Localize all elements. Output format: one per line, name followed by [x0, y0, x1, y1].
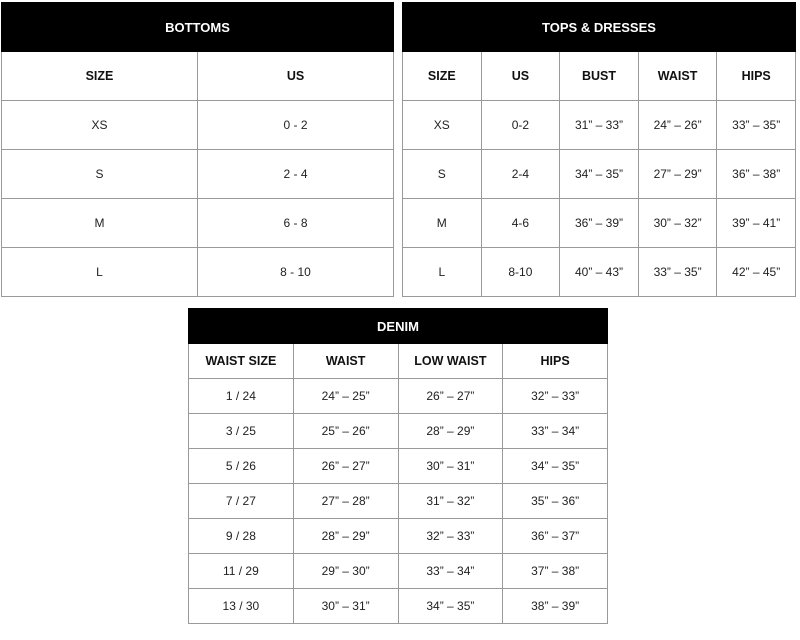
table-row [189, 414, 608, 449]
table-row [189, 554, 608, 589]
table-cell: 37” – 38” [503, 554, 608, 589]
bottoms-header-row [2, 52, 394, 101]
tops-column-header: US [481, 52, 560, 101]
table-cell: 30” – 31” [398, 449, 503, 484]
bottoms-body [2, 101, 394, 297]
table-cell: 28” – 29” [398, 414, 503, 449]
table-cell: 13 / 30 [189, 589, 294, 624]
table-cell: 34” – 35” [503, 449, 608, 484]
table-cell: 35” – 36” [503, 484, 608, 519]
table-cell: 33” – 35” [717, 101, 796, 150]
table-cell: 33” – 34” [503, 414, 608, 449]
table-cell: 32” – 33” [398, 519, 503, 554]
table-cell: 40” – 43” [560, 248, 639, 297]
table-row [403, 248, 796, 297]
table-cell: S [403, 150, 482, 199]
denim-column-header: LOW WAIST [398, 344, 503, 379]
bottoms-title: BOTTOMS [2, 3, 394, 52]
table-cell: 8 - 10 [198, 248, 394, 297]
table-row [189, 449, 608, 484]
table-cell: 0 - 2 [198, 101, 394, 150]
table-cell: 26” – 27” [398, 379, 503, 414]
table-cell: 5 / 26 [189, 449, 294, 484]
denim-size-chart [188, 308, 608, 624]
table-row [2, 248, 394, 297]
denim-header-row [189, 344, 608, 379]
denim-column-header: WAIST SIZE [189, 344, 294, 379]
table-row [189, 519, 608, 554]
table-cell: 8-10 [481, 248, 560, 297]
tops-body [403, 101, 796, 297]
table-cell: 7 / 27 [189, 484, 294, 519]
table-cell: 33” – 34” [398, 554, 503, 589]
table-cell: 1 / 24 [189, 379, 294, 414]
table-cell: 36” – 37” [503, 519, 608, 554]
table-cell: XS [2, 101, 198, 150]
denim-column-header: HIPS [503, 344, 608, 379]
table-cell: 4-6 [481, 199, 560, 248]
tops-column-header: WAIST [638, 52, 717, 101]
table-cell: 33” – 35” [638, 248, 717, 297]
table-cell: L [403, 248, 482, 297]
table-cell: 25” – 26” [293, 414, 398, 449]
table-cell: 42” – 45” [717, 248, 796, 297]
denim-column-header: WAIST [293, 344, 398, 379]
table-cell: 26” – 27” [293, 449, 398, 484]
table-cell: 32” – 33” [503, 379, 608, 414]
table-cell: 2 - 4 [198, 150, 394, 199]
table-cell: M [2, 199, 198, 248]
denim-body [189, 379, 608, 624]
table-cell: 30” – 32” [638, 199, 717, 248]
table-cell: 27” – 28” [293, 484, 398, 519]
table-row [403, 101, 796, 150]
table-row [403, 199, 796, 248]
table-row [2, 199, 394, 248]
tops-column-header: HIPS [717, 52, 796, 101]
table-cell: 36” – 39” [560, 199, 639, 248]
table-cell: 0-2 [481, 101, 560, 150]
table-row [2, 101, 394, 150]
table-cell: 9 / 28 [189, 519, 294, 554]
table-cell: 36” – 38” [717, 150, 796, 199]
table-cell: 34” – 35” [398, 589, 503, 624]
table-row [403, 150, 796, 199]
bottoms-column-header: SIZE [2, 52, 198, 101]
table-cell: L [2, 248, 198, 297]
table-cell: 28” – 29” [293, 519, 398, 554]
bottoms-table [1, 2, 394, 297]
table-cell: 29” – 30” [293, 554, 398, 589]
tops-column-header: SIZE [403, 52, 482, 101]
table-cell: 3 / 25 [189, 414, 294, 449]
table-cell: 39” – 41” [717, 199, 796, 248]
tops-column-header: BUST [560, 52, 639, 101]
table-cell: 31” – 32” [398, 484, 503, 519]
table-cell: 38” – 39” [503, 589, 608, 624]
table-cell: 6 - 8 [198, 199, 394, 248]
table-cell: XS [403, 101, 482, 150]
table-cell: 24” – 25” [293, 379, 398, 414]
bottoms-column-header: US [198, 52, 394, 101]
table-row [189, 484, 608, 519]
table-cell: 34” – 35” [560, 150, 639, 199]
table-cell: 11 / 29 [189, 554, 294, 589]
tops-table [402, 2, 796, 297]
table-cell: S [2, 150, 198, 199]
table-row [189, 379, 608, 414]
tops-title: TOPS & DRESSES [403, 3, 796, 52]
table-cell: 2-4 [481, 150, 560, 199]
bottoms-size-chart [1, 2, 394, 297]
table-cell: 31” – 33” [560, 101, 639, 150]
table-cell: M [403, 199, 482, 248]
table-cell: 30” – 31” [293, 589, 398, 624]
table-cell: 27” – 29” [638, 150, 717, 199]
table-row [2, 150, 394, 199]
denim-table [188, 308, 608, 624]
table-cell: 24” – 26” [638, 101, 717, 150]
tops-dresses-size-chart [402, 2, 796, 297]
denim-title: DENIM [189, 309, 608, 344]
tops-header-row [403, 52, 796, 101]
table-row [189, 589, 608, 624]
